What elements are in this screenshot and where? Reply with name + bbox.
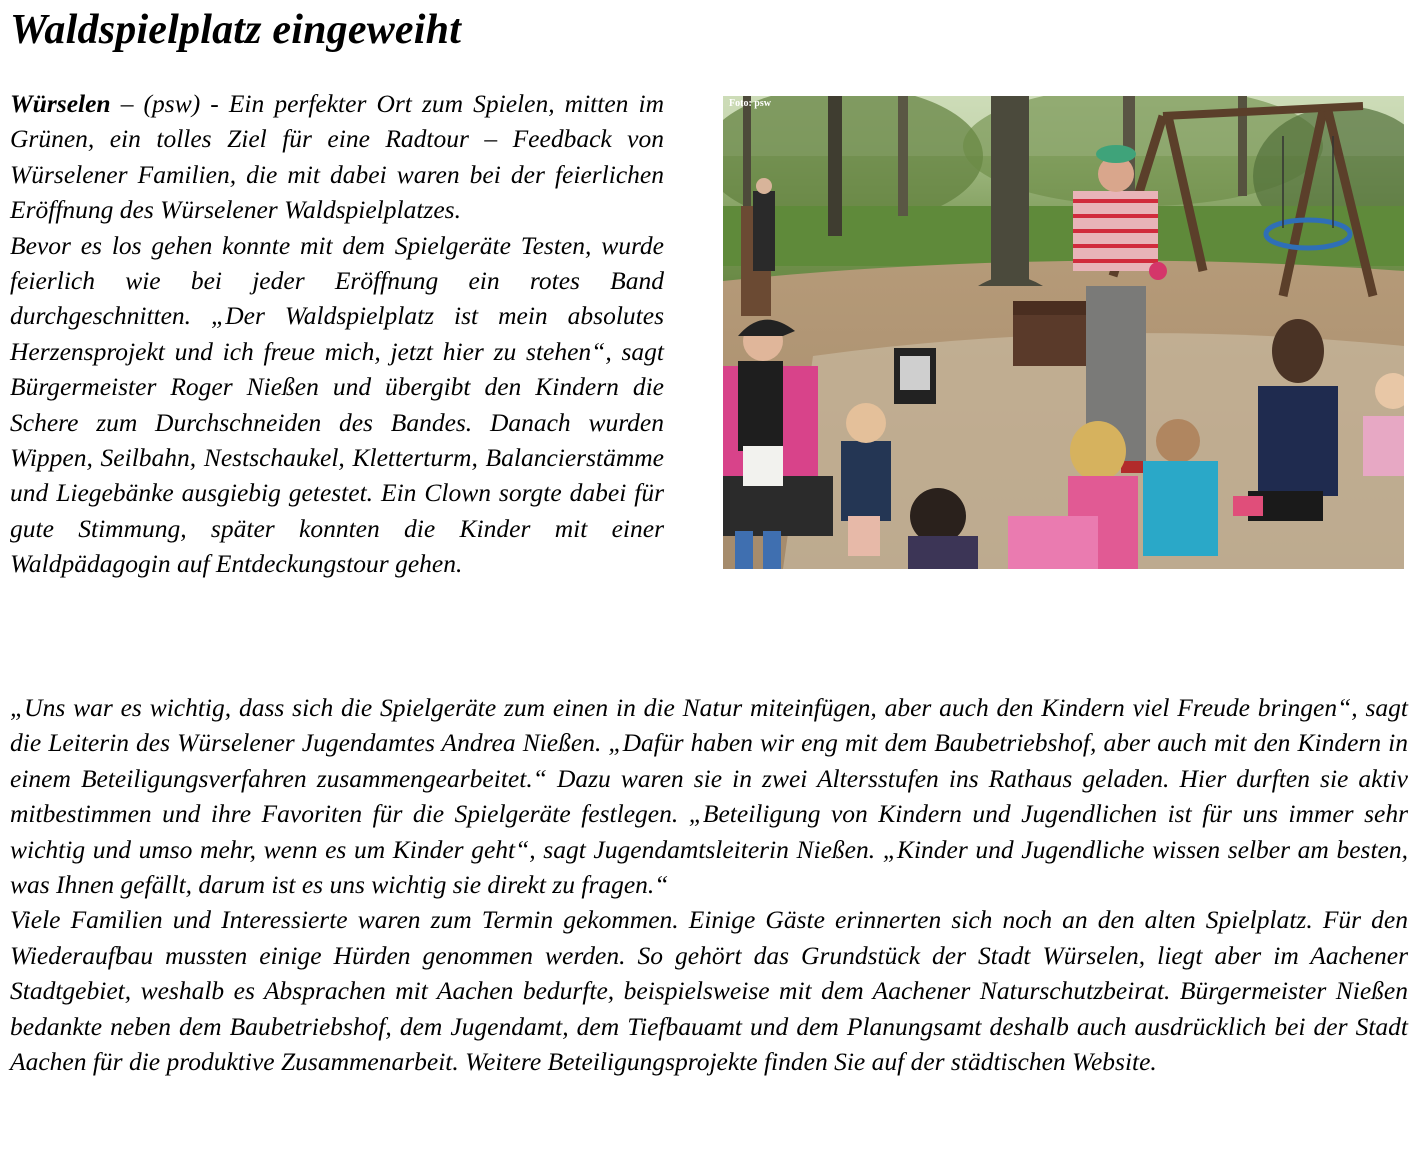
lead-paragraph — [10, 86, 664, 228]
body-paragraph-4: Viele Familien und Interessierte waren zum Termin gekommen. Einige Gäste erinnerten sich noch an den alten Spielplatz. Für den Wiederaufbau mussten einige Hürden genommen werden. So gehört das Grundstück der Stadt Würselen, liegt aber im Aachener Stadtgebiet, weshalb es Absprachen mit Aachen bedurfte, beispielsweise mit dem Aachener Naturschutzbeirat. Bürgermeister Nießen bedankte neben dem Baubetriebshof, dem Jugendamt, dem Tiefbauamt und dem Planungsamt deshalb auch ausdrücklich bei der Stadt Aachen für die produktive Zusammenarbeit. Weitere Beteiligungsprojekte finden Sie auf der städtischen Website. — [10, 905, 1408, 1077]
lead-text: – (psw) - Ein perfekter Ort zum Spielen, mitten im Grünen, ein tolles Ziel für eine Radtour – Feedback von Würselener Familien, die mit dabei waren bei der feierlichen Eröffnung des Würselener Waldspielplatzes. — [10, 89, 664, 225]
body-paragraph-2: Bevor es los gehen konnte mit dem Spielgeräte Testen, wurde feierlich wie bei jeder Eröffnung ein rotes Band durchgeschnitten. „Der Waldspielplatz ist mein absolutes Herzensprojekt und ich freue mich, jetzt hier zu stehen“, sagt Bürgermeister Roger Nießen und übergibt den Kindern die Schere zum Durchschneiden des Bandes. Danach wurden Wippen, Seilbahn, Nestschaukel, Kletterturm, Balancierstämme und Liegebänke ausgiebig getestet. Ein Clown sorgte dabei für gute Stimmung, später konnten die Kinder mit einer Waldpädagogin auf Entdeckungstour gehen. — [10, 230, 664, 579]
article-full-width-text — [10, 690, 1408, 1079]
dateline: Würselen — [10, 89, 111, 118]
body-paragraph-3: „Uns war es wichtig, dass sich die Spielgeräte zum einen in die Natur miteinfügen, aber auch den Kindern viel Freude bringen“, sagt die Leiterin des Würselener Jugendamtes Andrea Nießen. „Dafür haben wir eng mit dem Baubetriebshof, aber auch mit den Kindern in einem Beteiligungsverfahren zusammengearbeitet.“ Dazu waren sie in zwei Altersstufen ins Rathaus geladen. Hier durften sie aktiv mitbestimmen und ihre Favoriten für die Spielgeräte festlegen. „Beteiligung von Kindern und Jugendlichen ist für uns immer sehr wichtig und umso mehr, wenn es um Kinder geht“, sagt Jugendamtsleiterin Nießen. „Kinder und Jugendliche wissen selber am besten, was Ihnen gefällt, darum ist es uns wichtig sie direkt zu fragen.“ — [10, 693, 1408, 900]
photo-credit: Foto: psw — [729, 98, 771, 109]
playground-photo-illustration — [723, 96, 1404, 569]
article-column-text — [10, 86, 664, 582]
article-photo — [723, 96, 1404, 569]
article-title: Waldspielplatz eingeweiht — [10, 7, 462, 53]
